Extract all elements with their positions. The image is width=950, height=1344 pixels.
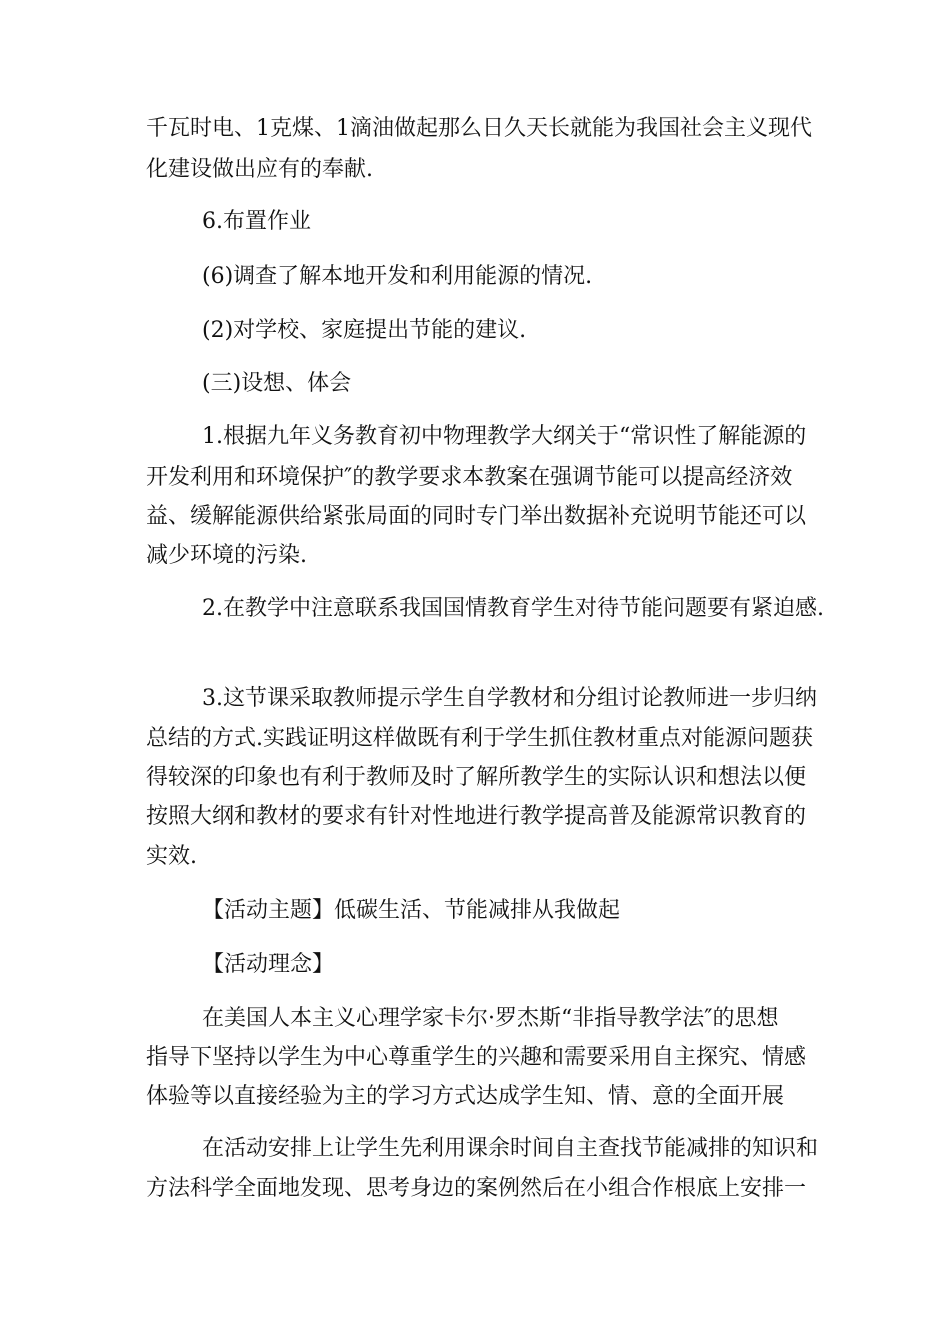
list-item: (6)调查了解本地开发和利用能源的情况. (202, 264, 593, 289)
section-heading: (三)设想、体会 (202, 371, 352, 396)
activity-theme: 【活动主题】低碳生活、节能减排从我做起 (202, 898, 621, 923)
section-heading: 6.布置作业 (202, 209, 311, 234)
text-line: 方法科学全面地发现、思考身边的案例然后在小组合作根底上安排一 (146, 1176, 807, 1201)
text-line: 益、缓解能源供给紧张局面的同时专门举出数据补充说明节能还可以 (146, 504, 807, 529)
text-line: 按照大纲和教材的要求有针对性地进行教学提高普及能源常识教育的 (146, 804, 807, 829)
text-line: 开发利用和环境保护″的教学要求本教案在强调节能可以提高经济效 (146, 465, 793, 490)
text-line: 体验等以直接经验为主的学习方式达成学生知、情、意的全面开展 (146, 1084, 785, 1109)
text-line: 总结的方式.实践证明这样做既有利于学生抓住教材重点对能源问题获 (146, 726, 813, 751)
text-line: 得较深的印象也有利于教师及时了解所教学生的实际认识和想法以便 (146, 765, 807, 790)
text-line: 1.根据九年义务教育初中物理教学大纲关于“常识性了解能源的 (202, 424, 807, 449)
text-line: 2.在教学中注意联系我国国情教育学生对待节能问题要有紧迫感. (202, 596, 824, 621)
list-item: (2)对学校、家庭提出节能的建议. (202, 318, 527, 343)
activity-concept-heading: 【活动理念】 (202, 952, 335, 977)
text-line: 实效. (146, 844, 197, 869)
text-line: 3.这节课采取教师提示学生自学教材和分组讨论教师进一步归纳 (202, 686, 817, 711)
text-line: 化建设做出应有的奉献. (146, 157, 373, 182)
text-line: 在活动安排上让学生先利用课余时间自主查找节能减排的知识和 (202, 1136, 819, 1161)
text-line: 减少环境的污染. (146, 543, 307, 568)
text-line: 千瓦时电、1克煤、1滴油做起那么日久天长就能为我国社会主义现代 (146, 116, 812, 141)
text-line: 在美国人本主义心理学家卡尔·罗杰斯“非指导教学法″的思想 (202, 1006, 779, 1031)
text-line: 指导下坚持以学生为中心尊重学生的兴趣和需要采用自主探究、情感 (146, 1045, 807, 1070)
